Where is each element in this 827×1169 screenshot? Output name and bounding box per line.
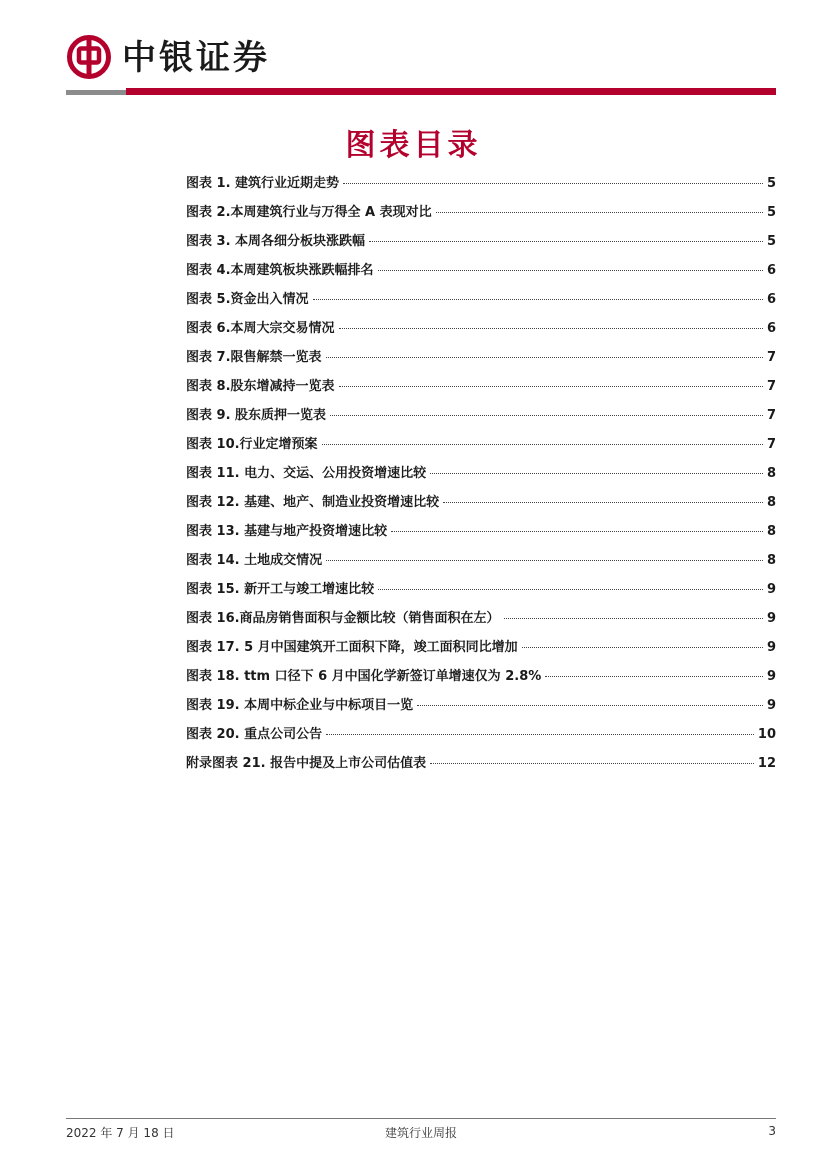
toc-entry-label: 图表 11. 电力、交运、公用投资增速比较 xyxy=(186,466,427,481)
toc-entry[interactable] xyxy=(186,259,776,288)
toc-entry-label: 图表 4.本周建筑板块涨跌幅排名 xyxy=(186,263,374,278)
toc-entry[interactable] xyxy=(186,375,776,404)
toc-entry-label: 图表 7.限售解禁一览表 xyxy=(186,350,322,365)
toc-entry-label: 图表 15. 新开工与竣工增速比较 xyxy=(186,582,375,597)
toc-dot-leader xyxy=(369,241,763,242)
toc-entry[interactable] xyxy=(186,230,776,259)
toc-entry-page: 7 xyxy=(766,350,776,365)
toc-entry-page: 8 xyxy=(766,495,776,510)
toc-entry-page: 12 xyxy=(757,756,776,771)
toc-dot-leader xyxy=(326,734,754,735)
brand-name: 中银证券 xyxy=(122,38,270,78)
toc-entry-label: 图表 2.本周建筑行业与万得全 A 表现对比 xyxy=(186,205,432,220)
toc-dot-leader xyxy=(378,589,763,590)
toc-entry[interactable] xyxy=(186,578,776,607)
toc-entry-label: 图表 6.本周大宗交易情况 xyxy=(186,321,335,336)
toc-entry[interactable] xyxy=(186,462,776,491)
toc-entry[interactable] xyxy=(186,346,776,375)
toc-entry[interactable] xyxy=(186,288,776,317)
toc-entry-page: 6 xyxy=(766,292,776,307)
toc-entry-label: 图表 17. 5 月中国建筑开工面积下降，竣工面积同比增加 xyxy=(186,640,518,655)
toc-entry-page: 9 xyxy=(766,698,776,713)
toc-title: 图表目录 xyxy=(345,128,482,163)
toc-dot-leader xyxy=(326,560,763,561)
toc-entry-label: 图表 8.股东增减持一览表 xyxy=(186,379,335,394)
toc-dot-leader xyxy=(430,473,763,474)
toc-dot-leader xyxy=(339,328,763,329)
toc-entry-label: 图表 3. 本周各细分板块涨跌幅 xyxy=(186,234,366,249)
toc-entry-label: 图表 16.商品房销售面积与金额比较（销售面积在左） xyxy=(186,611,500,626)
toc-entry-label: 图表 20. 重点公司公告 xyxy=(186,727,323,742)
toc-entry[interactable] xyxy=(186,172,776,201)
toc-dot-leader xyxy=(343,183,763,184)
page-footer xyxy=(66,1124,776,1144)
toc-entry-page: 5 xyxy=(766,176,776,191)
toc-entry[interactable] xyxy=(186,549,776,578)
toc-dot-leader xyxy=(313,299,763,300)
toc-entry-label: 图表 13. 基建与地产投资增速比较 xyxy=(186,524,388,539)
header-rule-red xyxy=(126,88,776,95)
toc-entry-label: 图表 18. ttm 口径下 6 月中国化学新签订单增速仅为 2.8% xyxy=(186,669,542,684)
toc-dot-leader xyxy=(322,444,763,445)
bank-of-china-logo-icon xyxy=(66,34,112,80)
toc-entry[interactable] xyxy=(186,752,776,781)
toc-entry-label: 图表 10.行业定增预案 xyxy=(186,437,318,452)
toc-entry[interactable] xyxy=(186,607,776,636)
toc-dot-leader xyxy=(330,415,763,416)
toc-entry[interactable] xyxy=(186,201,776,230)
toc-dot-leader xyxy=(391,531,763,532)
toc-entry-label: 图表 19. 本周中标企业与中标项目一览 xyxy=(186,698,414,713)
toc-entry-page: 9 xyxy=(766,640,776,655)
toc-dot-leader xyxy=(443,502,763,503)
footer-date: 2022 年 7 月 18 日 xyxy=(66,1126,175,1140)
toc-entry[interactable] xyxy=(186,636,776,665)
toc-entry-page: 7 xyxy=(766,408,776,423)
toc-entry-page: 9 xyxy=(766,611,776,626)
toc-entry-page: 8 xyxy=(766,553,776,568)
toc-dot-leader xyxy=(504,618,763,619)
toc-entry-page: 9 xyxy=(766,582,776,597)
toc-entry[interactable] xyxy=(186,317,776,346)
toc-dot-leader xyxy=(436,212,763,213)
toc-entry-page: 8 xyxy=(766,524,776,539)
footer-rule xyxy=(66,1118,776,1119)
toc-entry[interactable] xyxy=(186,433,776,462)
toc-entry-label: 图表 9. 股东质押一览表 xyxy=(186,408,327,423)
toc-entry-page: 5 xyxy=(766,234,776,249)
toc-entry-page: 7 xyxy=(766,379,776,394)
toc-dot-leader xyxy=(430,763,754,764)
header-rule-gray xyxy=(66,90,126,95)
toc-entry-label: 图表 1. 建筑行业近期走势 xyxy=(186,176,340,191)
toc-entry[interactable] xyxy=(186,665,776,694)
toc-dot-leader xyxy=(378,270,763,271)
table-of-contents xyxy=(186,172,776,781)
page-header xyxy=(66,30,776,96)
toc-entry-page: 6 xyxy=(766,263,776,278)
toc-entry[interactable] xyxy=(186,520,776,549)
toc-entry-page: 8 xyxy=(766,466,776,481)
toc-entry[interactable] xyxy=(186,694,776,723)
toc-entry-page: 7 xyxy=(766,437,776,452)
toc-dot-leader xyxy=(545,676,763,677)
footer-page-number: 3 xyxy=(768,1124,776,1138)
toc-dot-leader xyxy=(326,357,763,358)
toc-entry-label: 图表 5.资金出入情况 xyxy=(186,292,309,307)
toc-dot-leader xyxy=(417,705,763,706)
toc-entry-page: 9 xyxy=(766,669,776,684)
toc-dot-leader xyxy=(522,647,763,648)
toc-entry-page: 5 xyxy=(766,205,776,220)
toc-entry-label: 附录图表 21. 报告中提及上市公司估值表 xyxy=(186,756,427,771)
toc-entry-page: 10 xyxy=(757,727,776,742)
toc-dot-leader xyxy=(339,386,763,387)
toc-entry-label: 图表 12. 基建、地产、制造业投资增速比较 xyxy=(186,495,440,510)
toc-entry-label: 图表 14. 土地成交情况 xyxy=(186,553,323,568)
toc-entry[interactable] xyxy=(186,491,776,520)
toc-entry-page: 6 xyxy=(766,321,776,336)
footer-report-title: 建筑行业周报 xyxy=(384,1126,457,1140)
toc-entry[interactable] xyxy=(186,723,776,752)
toc-entry[interactable] xyxy=(186,404,776,433)
